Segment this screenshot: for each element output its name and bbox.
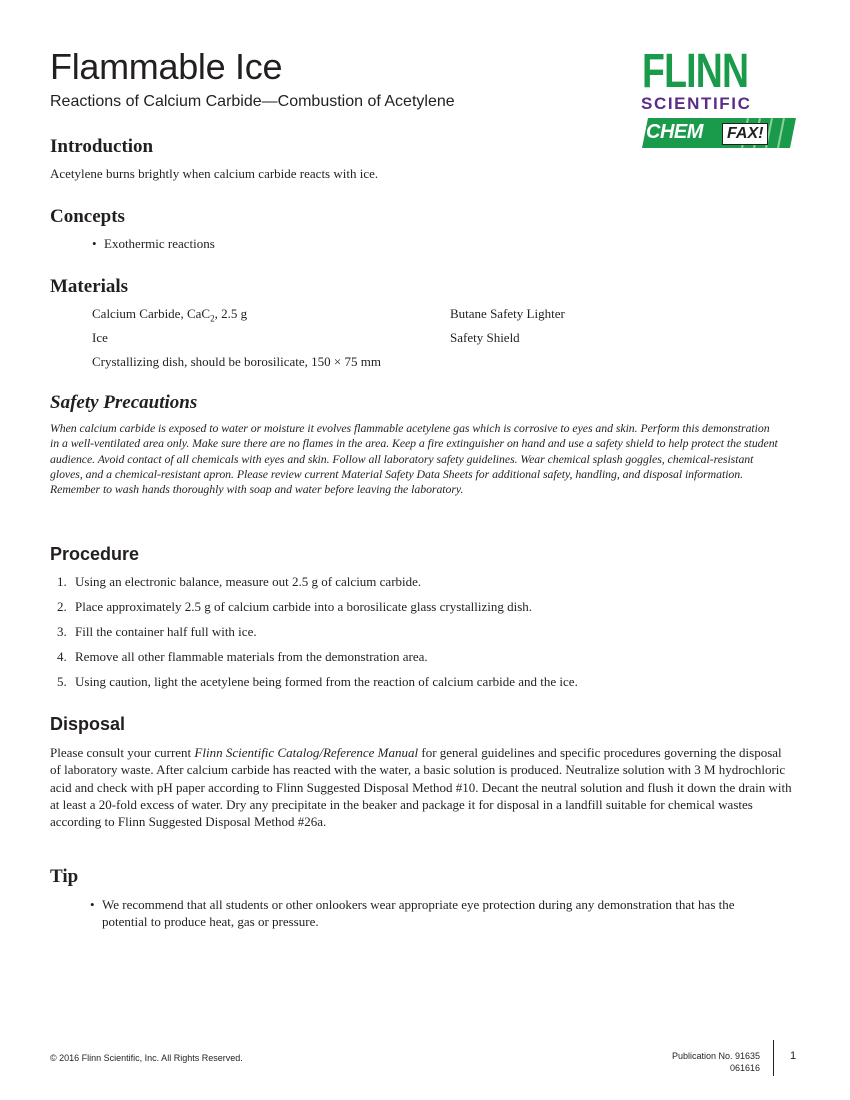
publication-number: Publication No. 91635 [671, 1051, 760, 1061]
logo-scientific-text: SCIENTIFIC [641, 94, 752, 113]
page-number: 1 [790, 1050, 797, 1062]
material-item: Crystallizing dish, should be borosilicate, 150 × 75 mm [92, 354, 381, 369]
material-item: Ice [92, 330, 108, 345]
disposal-heading: Disposal [50, 714, 126, 734]
material-item: Butane Safety Lighter [450, 306, 565, 321]
material-item: Safety Shield [450, 330, 520, 345]
logo-fax-text: FAX! [722, 123, 768, 145]
catalog-title: Flinn Scientific Catalog/Reference Manual [194, 745, 419, 760]
materials-heading: Materials [50, 276, 129, 297]
tip-heading: Tip [50, 866, 79, 887]
concepts-list-item [92, 235, 215, 252]
copyright-text: © 2016 Flinn Scientific, Inc. All Rights Reserved. [50, 1053, 243, 1063]
procedure-heading: Procedure [50, 544, 140, 564]
logo-chem-text: CHEM [646, 121, 703, 143]
concept-text: Exothermic reactions [104, 236, 215, 251]
publication-code: 061616 [729, 1063, 760, 1073]
flinn-chemfax-logo [640, 45, 800, 152]
material-item: Calcium Carbide, CaC$_2$, 2.5 g [92, 306, 248, 324]
procedure-step: 2. Place approximately 2.5 g of calcium carbide into a borosilicate glass crystallizing dish. [57, 599, 533, 614]
tip-text: We recommend that all students or other onlookers wear appropriate eye protection during any demonstration that has the potential to produce heat, gas or pressure. [102, 897, 735, 929]
bullet-icon: • [90, 897, 95, 912]
procedure-step: 3. Fill the container half full with ice. [57, 624, 257, 639]
procedure-step: 5. Using caution, light the acetylene being formed from the reaction of calcium carbide and the ice. [57, 674, 578, 689]
safety-text: When calcium carbide is exposed to water or moisture it evolves flammable acetylene gas which is corrosive to eyes and skin. Perform this demonstration in a well-ventilated area only. Make sure there are no flames in the area. Keep a fire extinguisher on hand and use a safety shield to help protect the student audience. Avoid contact of all chemicals with eyes and skin. Follow all laboratory safety guidelines. Wear chemical splash goggles, chemical-resistant gloves, and a chemical-resistant apron. Please review current Material Safety Data Sheets for additional safety, handling, and disposal information. Remember to wash hands thoroughly with soap and water before leaving the laboratory. [50, 421, 778, 497]
page-title: Flammable Ice [50, 46, 283, 87]
safety-heading: Safety Precautions [50, 392, 198, 413]
procedure-step: 1. Using an electronic balance, measure out 2.5 g of calcium carbide. [57, 574, 422, 589]
bullet-icon: • [92, 236, 97, 251]
footer-divider [773, 1040, 774, 1076]
introduction-text: Acetylene burns brightly when calcium carbide reacts with ice. [50, 166, 379, 181]
page-subtitle: Reactions of Calcium Carbide—Combustion of Acetylene [50, 93, 455, 110]
logo-flinn-text: FLINN [642, 45, 749, 98]
publication-info [672, 1050, 760, 1074]
concepts-heading: Concepts [50, 206, 125, 227]
introduction-heading: Introduction [50, 136, 154, 157]
disposal-text: Please consult your current Flinn Scientific Catalog/Reference Manual for general guidelines and specific procedures governing the disposal of laboratory waste. After calcium carbide has reacted with the water, a basic solution is produced. Neutralize solution with 3 M hydrochloric acid and check with pH paper according to Flinn Suggested Disposal Method #10. Decant the neutral solution and flush it down the drain with at least a 20-fold excess of water. Dry any precipitate in the beaker and package it for disposal in a landfill suitable for chemical wastes according to Flinn Suggested Disposal Method #26a. [50, 745, 792, 830]
procedure-step: 4. Remove all other flammable materials from the demonstration area. [57, 649, 428, 664]
